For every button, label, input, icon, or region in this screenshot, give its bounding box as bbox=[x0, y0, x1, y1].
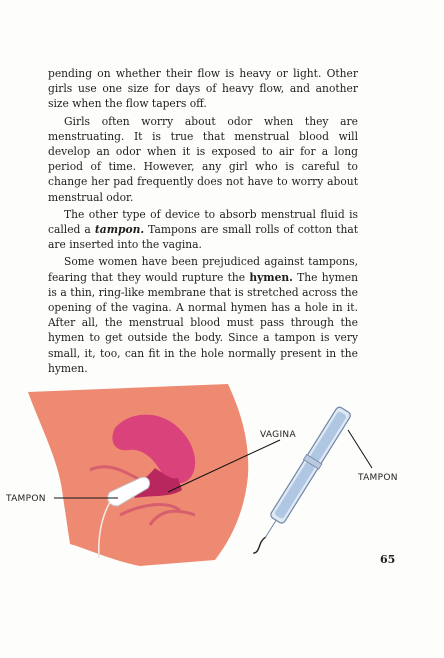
label-tampon-left: TAMPON bbox=[6, 494, 46, 504]
body-silhouette bbox=[28, 384, 248, 566]
paragraph-2: Girls often worry about odor when they are menstruating. It is true that menstrual blood will develop an odor when it is exposed to air for a long period of time. However, any girl who is careful to change her pad frequently does not have to worry about menstrual odor. bbox=[48, 114, 358, 204]
paragraph-1: pending on whether their flow is heavy or light. Other girls use one size for days of heavy flow, and another size when the flow tapers off. bbox=[48, 67, 358, 111]
paragraph-3: The other type of device to absorb menstrual fluid is called a tampon. Tampons are small rolls of cotton that are inserted into the vagina. bbox=[48, 207, 358, 252]
label-vagina: VAGINA bbox=[260, 430, 296, 440]
term-tampon: tampon. bbox=[94, 223, 145, 237]
paragraph-4: Some women have been prejudiced against tampons, fearing that they would rupture the hymen. The hymen is a thin, ring-like membrane that is stretched across the opening of the vagina. A normal hymen has a hole in it. After all, the menstrual blood must pass through the hymen to get outside the body. Since a tampon is very small, it, too, can fit in the hole normally present in the hymen. bbox=[48, 255, 358, 375]
label-tampon-right: TAMPON bbox=[358, 473, 398, 483]
leader-tampon-right bbox=[348, 430, 372, 468]
body-text bbox=[48, 66, 358, 378]
tampon-applicator-drawing bbox=[247, 405, 352, 559]
term-hymen: hymen. bbox=[249, 270, 293, 284]
page-number: 65 bbox=[380, 553, 396, 566]
